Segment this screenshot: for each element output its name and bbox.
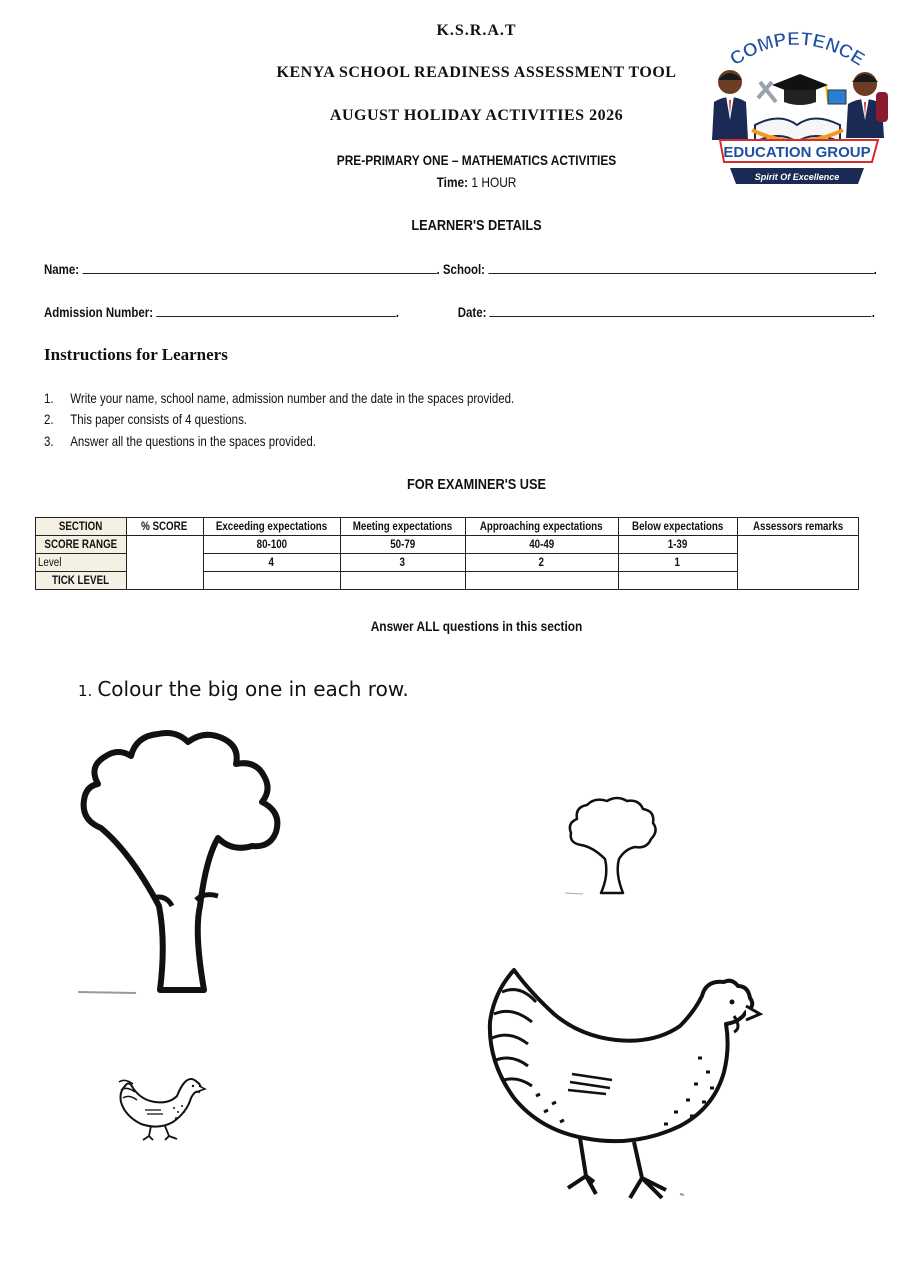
tool-title: KENYA SCHOOL READINESS ASSESSMENT TOOL [276,64,677,81]
admission-date-row: Admission Number: . Date: . [44,304,875,320]
table-cell: 2 [465,554,618,572]
small-tree-image[interactable] [565,797,661,897]
subject-title: PRE-PRIMARY ONE – MATHEMATICS ACTIVITIES [336,152,617,168]
table-row [36,536,859,554]
instruction-item: 2. This paper consists of 4 questions. [44,411,248,427]
col-approaching: Approaching expectations [465,518,618,536]
admission-field[interactable] [156,303,395,317]
table-cell: 80-100 [203,536,340,554]
logo-tagline: Spirit Of Excellence [754,172,840,182]
col-score: % SCORE [126,518,203,536]
learner-details-heading: LEARNER'S DETAILS [411,217,542,234]
tick-cell[interactable] [340,572,465,590]
competence-logo [700,30,890,190]
book-cap-icon [752,74,846,142]
col-exceeding: Exceeding expectations [203,518,340,536]
question-text: Colour the big one in each row. [97,677,409,701]
section-instruction: Answer ALL questions in this section [370,618,583,634]
instruction-item: 3. Answer all the questions in the spaces provided. [44,433,316,449]
tick-cell[interactable] [618,572,737,590]
logo-top-text: COMPETENCE [726,30,869,71]
logo-banner-text: EDUCATION GROUP [723,144,871,161]
tick-level-label: TICK LEVEL [36,572,127,590]
time-value: 1 HOUR [471,174,517,190]
score-range-label: SCORE RANGE [36,536,127,554]
date-label: Date: [457,304,487,320]
table-header-row [36,518,859,536]
tick-cell[interactable] [203,572,340,590]
student-girl-icon [846,72,888,138]
tick-cell[interactable] [465,572,618,590]
time-label: Time: [436,174,469,190]
activity-title: AUGUST HOLIDAY ACTIVITIES 2026 [329,107,624,124]
table-cell: 1-39 [618,536,737,554]
table-cell: 4 [203,554,340,572]
school-label: School: [442,261,486,277]
examiner-heading: FOR EXAMINER'S USE [406,476,547,493]
table-cell: 40-49 [465,536,618,554]
col-meeting: Meeting expectations [340,518,465,536]
admission-label: Admission Number: [44,304,154,320]
col-remarks: Assessors remarks [737,518,858,536]
large-hen-image[interactable] [484,962,764,1210]
question-number: 1. [78,682,93,700]
assessor-remarks-cell[interactable] [737,536,858,590]
instruction-item: 1. Write your name, school name, admission number and the date in the spaces provided. [44,390,515,406]
col-below: Below expectations [618,518,737,536]
student-boy-icon [712,70,748,140]
small-hen-image[interactable] [115,1072,205,1144]
percent-score-cell[interactable] [126,536,203,590]
instructions-heading: Instructions for Learners [44,345,228,364]
date-field[interactable] [490,303,872,317]
table-cell: 1 [618,554,737,572]
school-field[interactable] [488,260,873,274]
name-label: Name: [44,261,80,277]
acronym-title: K.S.R.A.T [436,22,517,39]
col-section: SECTION [36,518,127,536]
name-school-row: Name: . School: . [44,261,877,277]
large-tree-image[interactable] [76,728,296,996]
question-1 [78,677,409,701]
level-label: Level [36,554,127,572]
name-field[interactable] [82,260,436,274]
table-cell: 50-79 [340,536,465,554]
score-table [35,517,859,590]
table-cell: 3 [340,554,465,572]
